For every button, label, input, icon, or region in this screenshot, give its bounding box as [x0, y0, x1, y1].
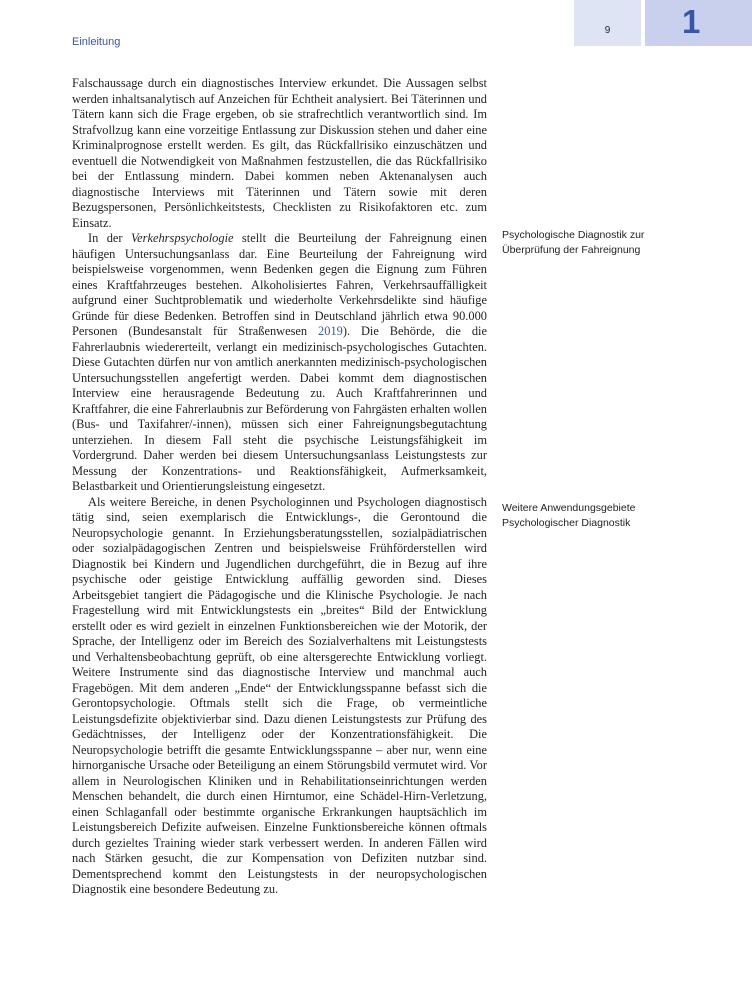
paragraph-further-areas: Als weitere Bereiche, in denen Psychologinnen und Psychologen diagnostisch tätig sind, seien exemplarisch die Entwicklungs-, die Gerontound die Neuropsychologie genannt. In Erziehungsberatungsstellen, sozialpädiatrischen oder sozialpädagogischen Zentren und beispielsweise Frühförderstellen wird Diagnostik bei Kindern und Jugendlichen durchgeführt, die in Bezug auf ihre psychische oder geistige Entwicklung auffällig geworden sind. Dieses Arbeitsgebiet tangiert die Pädagogische und die Klinische Psychologie. Je nach Fragestellung wird mit Entwicklungstests ein „breites“ Bild der Entwicklung erstellt oder es wird gezielt in einzelnen Funktionsbereichen wie der Motorik, der Sprache, der Intelligenz oder im Bereich des Sozialverhaltens mit Leistungstests und Verhaltensbeobachtung geprüft, ob eine altersgerechte Entwicklung vorliegt. Weitere Instrumente sind das diagnostische Interview und manchmal auch Fragebögen. Mit dem anderen „Ende“ der Entwicklungsspanne befasst sich die Gerontopsychologie. Oftmals stellt sich die Frage, ob vermeintliche Leistungsdefizite objektivierbar sind. Dazu dienen Leistungstests zur Prüfung des Gedächtnisses, der Intelligenz oder der Konzentrationsfähigkeit. Die Neuropsychologie betrifft die gesamte Entwicklungsspanne – aber nur, wenn eine hirnorganische Ursache oder Beteiligung an einem Störungsbild vermutet wird. Vor allem in Neurologischen Kliniken und in Rehabilitationseinrichtungen werden Menschen behandelt, die durch einen Hirntumor, eine Schädel-Hirn-Verletzung, einen Schlaganfall oder bestimmte organische Erkrankungen hauptsächlich im Leistungsbereich Defizite aufweisen. Einzelne Funktionsbereiche können oftmals durch gezieltes Training wieder stark verbessert werden. In anderen Fällen wird nach Stärken gesucht, die zur Kompensation von Defiziten nutzbar sind. Dementsprechend kommt den Leistungstests in der neuropsychologischen Diagnostik eine besondere Bedeutung zu. — [72, 494, 487, 896]
chapter-number: 1 — [682, 3, 701, 40]
margin-note-fahreignung: Psychologische Diagnostik zur Überprüfung der Fahreignung — [502, 229, 645, 256]
citation-link-2019[interactable]: 2019 — [318, 324, 343, 338]
running-head: Einleitung — [72, 36, 121, 48]
term-verkehrspsychologie: Verkehrspsychologie — [130, 231, 234, 245]
paragraph-forensic: Falschaussage durch ein diagnostisches Interview erkundet. Die Aussagen selbst werden inhaltsanalytisch auf Anzeichen für Echtheit analysiert. Bei Täterinnen und Tätern kann sich die Frage ergeben, ob sie strafrechtlich verantwortlich sind. Im Strafvollzug kann eine vorzeitige Entlassung zur Diskussion stehen und daher eine Kriminalprognose erstellt werden. Es gilt, das Rückfallrisiko einzuschätzen und eventuell die Notwendigkeit von Maßnahmen festzustellen, die das Rückfallrisiko bei der Entlassung mindern. Dabei kommen neben Aktenanalysen auch diagnostische Interviews mit Täterinnen und Tätern sowie mit deren Bezugspersonen, Persönlichkeitstests, Checklisten zu Risikofaktoren etc. zum Einsatz. — [72, 76, 487, 230]
body-text — [72, 76, 487, 898]
paragraph-traffic-middle: stellt die Beurteilung der Fahreignung einen häufigen Untersuchungsanlass dar. Eine Beurteilung der Fahreignung wird beispielsweise vorgenommen, wenn Bedenken gegen die Eignung zum Führen eines Kraftfahrzeuges bestehen. Alkoholisiertes Fahren, Verkehrsauffälligkeit aufgrund einer Suchtproblematik und wiederholte Verkehrsdelikte sind häufige Gründe für diese Bedenken. Betroffen sind in Deutschland jährlich etwa 90.000 Personen (Bundesanstalt für Straßenwesen — [72, 231, 487, 338]
paragraph-traffic-end: ). Die Behörde, die die Fahrerlaubnis wiedererteilt, verlangt ein medizinisch-psychologisches Gutachten. Diese Gutachten dürfen nur von amtlich anerkannten medizinisch-psychologischen Untersuchungsstellen angefertigt werden. Dabei kommt dem diagnostischen Interview eine herausragende Bedeutung zu. Auch Kraftfahrerinnen und Kraftfahrer, die eine Fahrerlaubnis zur Beförderung von Fahrgästen erhalten wollen (Bus- und Taxifahrer/-innen), müssen sich einer Fahreignungsbegutachtung unterziehen. In diesem Fall steht die psychische Leistungsfähigkeit im Vordergrund. Daher werden bei diesem Untersuchungsanlass Leistungstests zur Messung der Konzentrations- und Reaktionsfähigkeit, Aufmerksamkeit, Belastbarkeit und Orientierungsleistung eingesetzt. — [72, 324, 488, 493]
margin-note-anwendungsgebiete: Weitere Anwendungsgebiete Psychologischer Diagnostik — [502, 502, 636, 529]
paragraph-traffic-start: In der — [88, 231, 131, 245]
page-number: 9 — [604, 25, 611, 36]
paragraph-traffic — [72, 231, 487, 495]
page-number-tab — [574, 0, 641, 46]
